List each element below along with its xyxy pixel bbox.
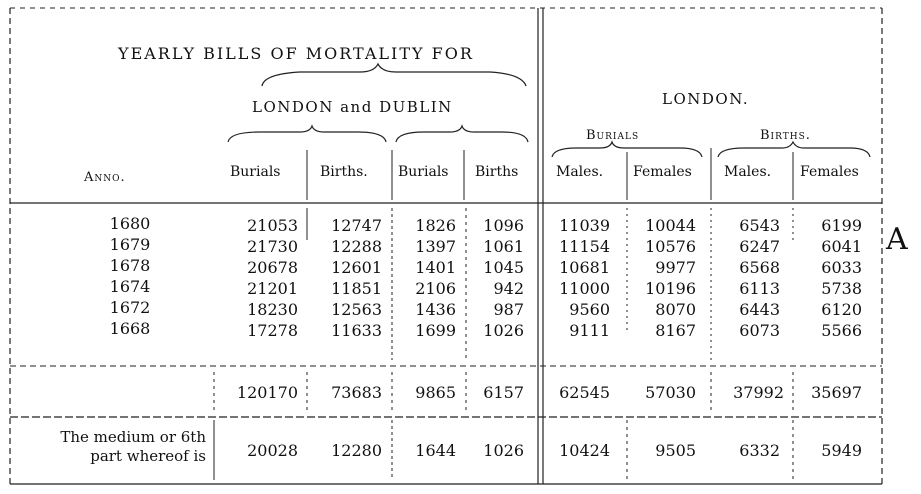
medium-cell: 1644: [415, 441, 456, 460]
data-cell: 10681: [559, 258, 610, 277]
medium-cell: 1026: [483, 441, 524, 460]
data-cell: 21730: [247, 237, 298, 256]
data-cell: 1045: [483, 258, 524, 277]
medium-cell: 9505: [655, 441, 696, 460]
data-cell: 1061: [483, 237, 524, 256]
total-cell: 9865: [415, 383, 456, 402]
data-cell: 8167: [655, 321, 696, 340]
medium-cell: 20028: [247, 441, 298, 460]
data-cell: 6113: [739, 279, 780, 298]
margin-letter: A: [886, 222, 908, 257]
data-cell: 1699: [415, 321, 456, 340]
year-cell: 1668: [109, 319, 151, 338]
data-cell: 1397: [415, 237, 456, 256]
year-cell: 1674: [109, 277, 151, 296]
data-cell: 6033: [821, 258, 862, 277]
year-cell: 1679: [109, 235, 151, 254]
data-cell: 1401: [415, 258, 456, 277]
data-cell: 9977: [655, 258, 696, 277]
data-cell: 12601: [331, 258, 382, 277]
data-cell: 5566: [821, 321, 862, 340]
total-cell: 35697: [811, 383, 862, 402]
data-cell: 987: [493, 300, 524, 319]
data-cell: 11154: [559, 237, 610, 256]
subgroup-header-burials: Burials: [586, 128, 640, 143]
group-header-london: LONDON.: [662, 90, 750, 108]
total-cell: 57030: [645, 383, 696, 402]
data-cell: 942: [493, 279, 524, 298]
data-cell: 6041: [821, 237, 862, 256]
data-cell: 8070: [655, 300, 696, 319]
column-header-london-burials: Burials: [230, 164, 281, 180]
medium-cell: 6332: [739, 441, 780, 460]
total-cell: 120170: [236, 383, 298, 402]
data-cell: 9560: [569, 300, 610, 319]
total-cell: 73683: [331, 383, 382, 402]
medium-cell: 12280: [331, 441, 382, 460]
medium-cell: 5949: [821, 441, 862, 460]
year-cell: 1672: [109, 298, 151, 317]
total-cell: 62545: [559, 383, 610, 402]
data-cell: 6543: [739, 216, 780, 235]
data-cell: 1436: [415, 300, 456, 319]
data-cell: 10196: [645, 279, 696, 298]
data-cell: 6120: [821, 300, 862, 319]
data-cell: 6568: [739, 258, 780, 277]
data-cell: 17278: [247, 321, 298, 340]
data-cell: 6443: [739, 300, 780, 319]
data-cell: 10576: [645, 237, 696, 256]
data-cell: 12563: [331, 300, 382, 319]
table-title: YEARLY BILLS OF MORTALITY FOR: [118, 44, 474, 63]
subgroup-header-births: Births.: [760, 128, 811, 143]
medium-label-line-2: part whereof is: [90, 447, 206, 465]
data-cell: 6073: [739, 321, 780, 340]
data-cell: 11633: [331, 321, 382, 340]
year-cell: 1678: [109, 256, 151, 275]
column-header-burials-females: Females: [633, 164, 692, 180]
column-header-births-females: Females: [800, 164, 859, 180]
medium-label-line-1: The medium or 6th: [60, 428, 206, 446]
data-cell: 9111: [569, 321, 610, 340]
medium-cell: 10424: [559, 441, 610, 460]
data-cell: 2106: [415, 279, 456, 298]
total-cell: 37992: [733, 383, 784, 402]
data-cell: 21201: [247, 279, 298, 298]
year-cell: 1680: [109, 214, 151, 233]
data-cell: 1826: [415, 216, 456, 235]
data-cell: 11851: [331, 279, 382, 298]
group-header-london-dublin: LONDON and DUBLIN: [252, 98, 453, 116]
data-cell: 10044: [645, 216, 696, 235]
data-cell: 1096: [483, 216, 524, 235]
data-cell: 11039: [559, 216, 610, 235]
data-cell: 20678: [247, 258, 298, 277]
column-header-dublin-births: Births: [475, 164, 519, 180]
data-cell: 12288: [331, 237, 382, 256]
data-cell: 11000: [559, 279, 610, 298]
column-header-london-births: Births.: [320, 164, 368, 180]
column-header-burials-males: Males.: [556, 164, 604, 180]
total-cell: 6157: [483, 383, 524, 402]
data-cell: 18230: [247, 300, 298, 319]
data-cell: 21053: [247, 216, 298, 235]
data-cell: 6247: [739, 237, 780, 256]
data-cell: 12747: [331, 216, 382, 235]
data-cell: 5738: [821, 279, 862, 298]
column-header-births-males: Males.: [724, 164, 772, 180]
column-header-dublin-burials: Burials: [398, 164, 449, 180]
data-cell: 1026: [483, 321, 524, 340]
column-header-anno: Anno.: [84, 170, 126, 185]
data-cell: 6199: [821, 216, 862, 235]
